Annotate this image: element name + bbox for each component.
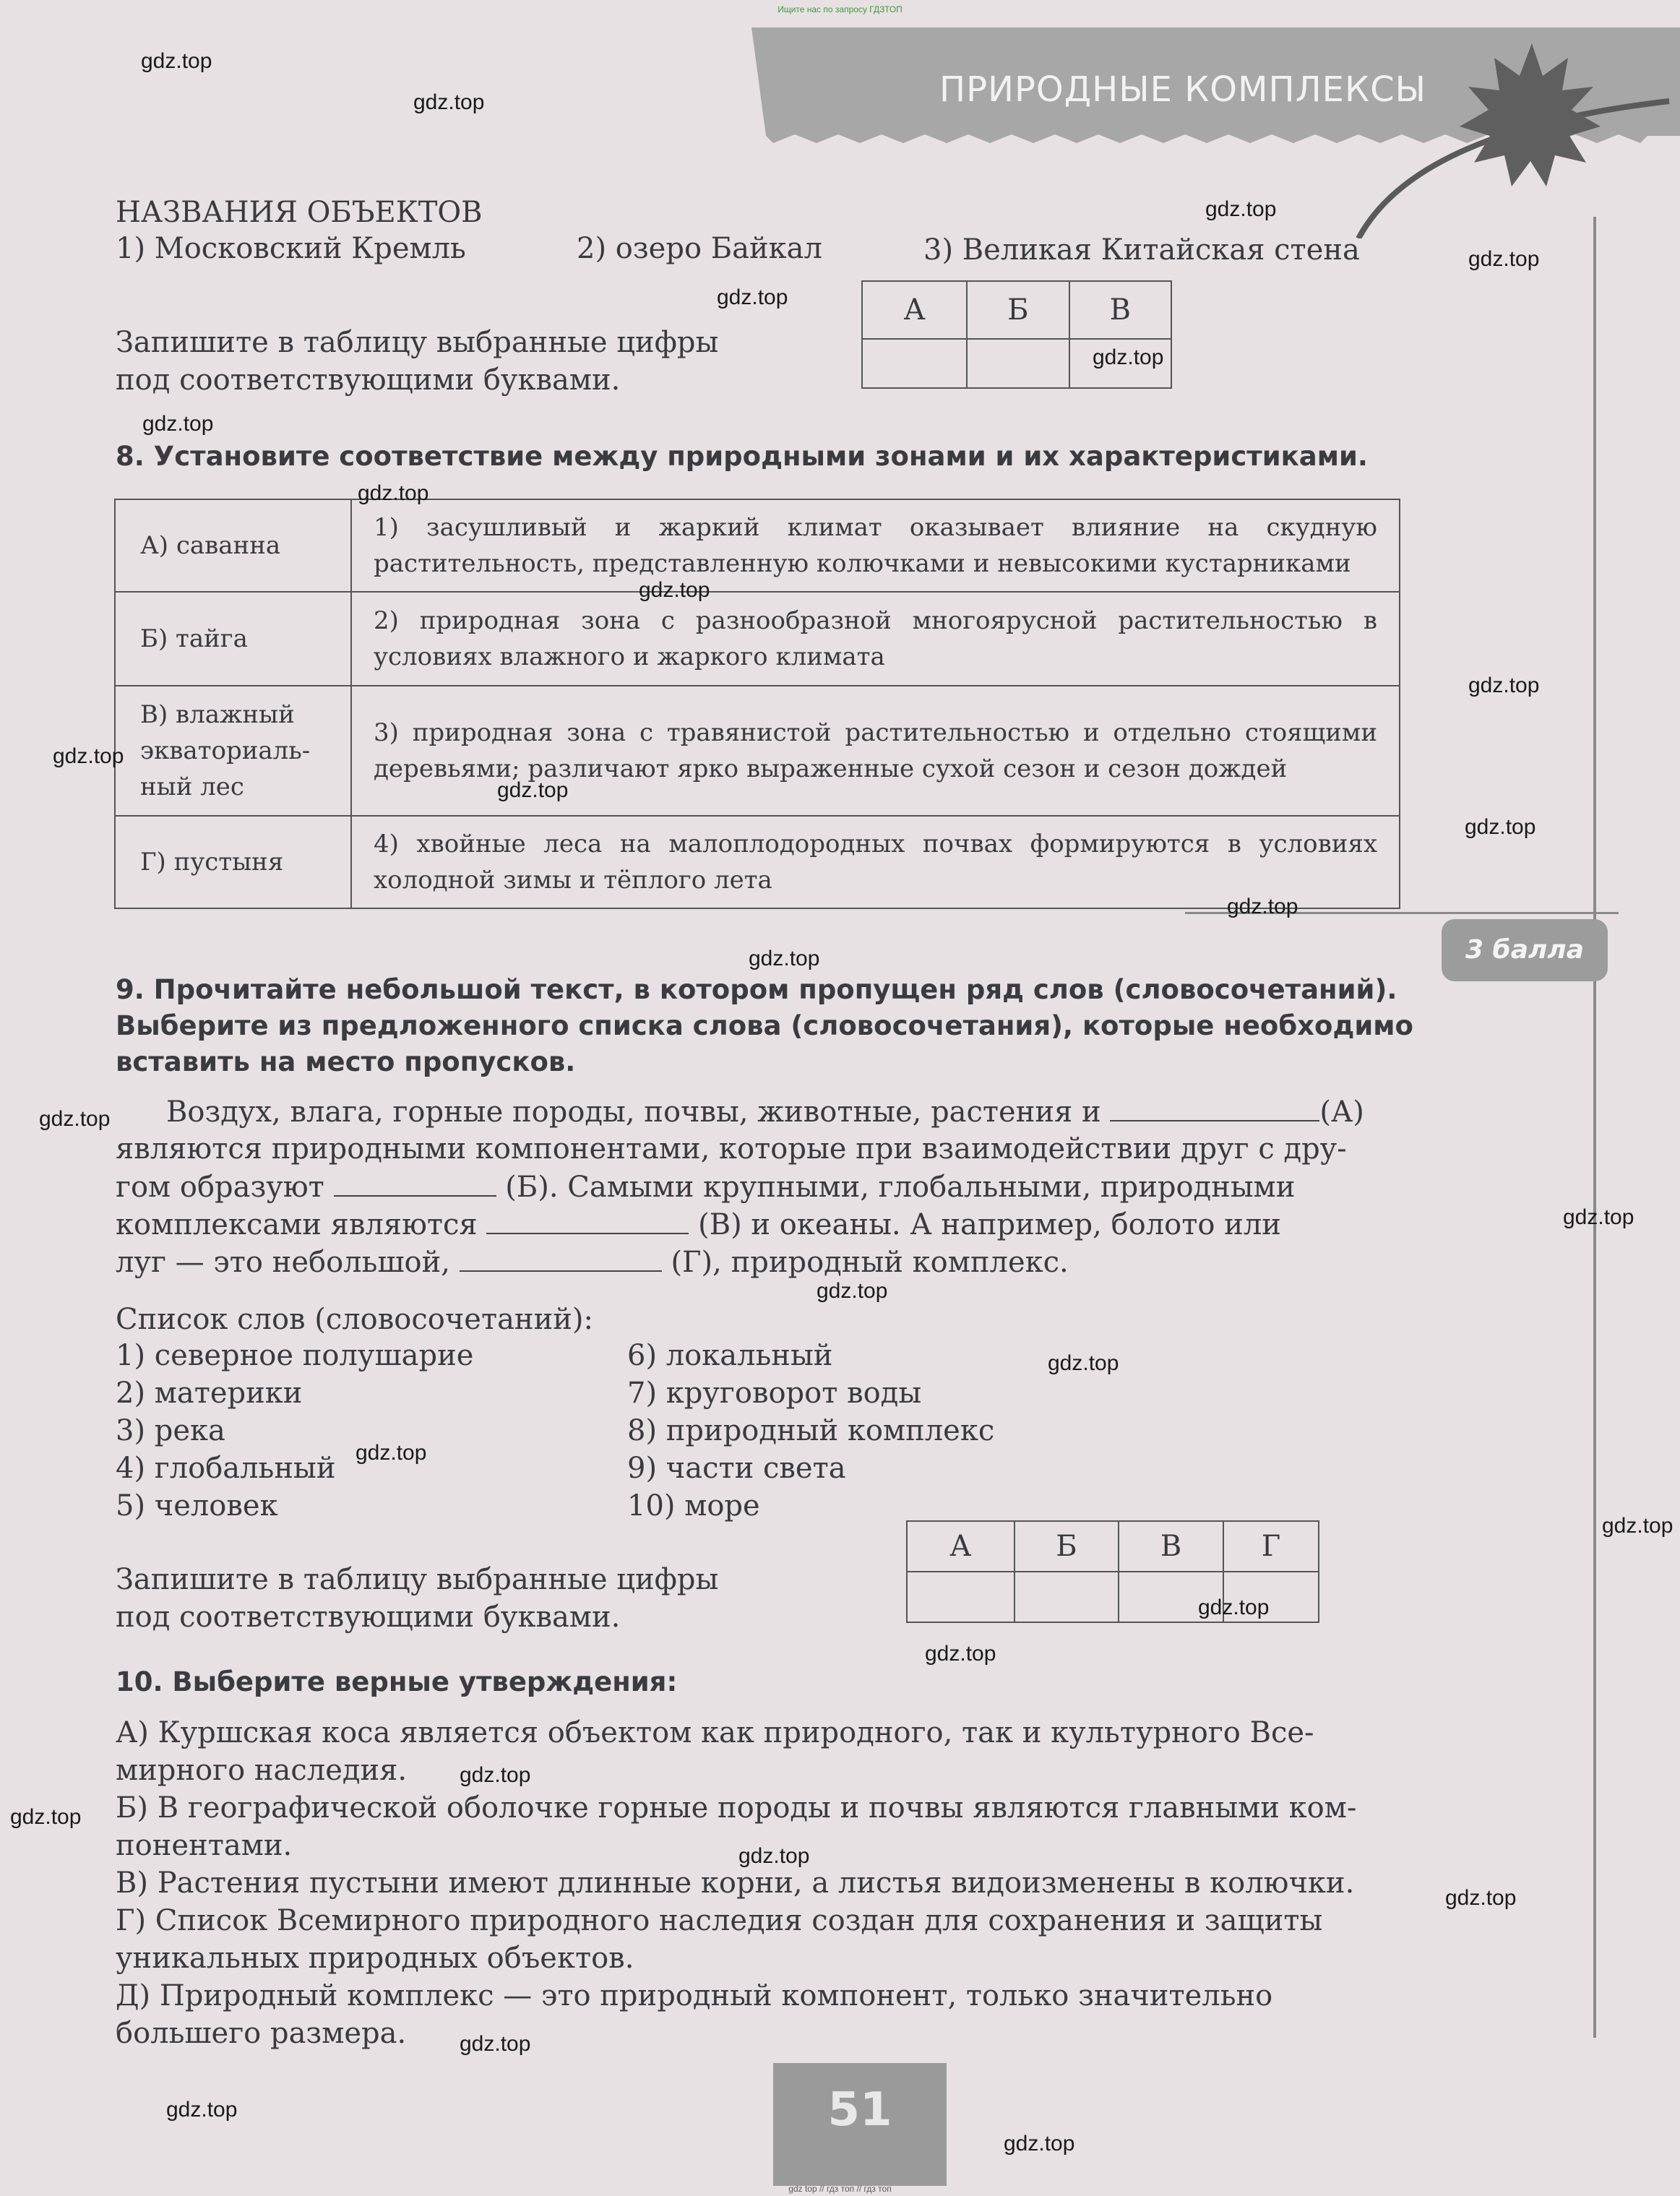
word-list-heading: Список слов (словосочетаний): xyxy=(116,1303,593,1336)
watermark: gdz.top xyxy=(1004,2132,1075,2156)
statement-line: уникальных природных объектов. xyxy=(116,1942,634,1975)
answer-header: Б xyxy=(1015,1521,1119,1572)
q9-text-line-1 xyxy=(166,1093,1364,1131)
section-title: ПРИРОДНЫЕ КОМПЛЕКСЫ xyxy=(939,69,1426,110)
text-fragment: луг — это небольшой, xyxy=(116,1246,450,1279)
answer-header: А xyxy=(862,281,967,339)
watermark: gdz.top xyxy=(166,2098,238,2122)
text-fragment: Воздух, влага, горные породы, почвы, животные, растения и xyxy=(166,1095,1101,1129)
statement-line: В) Растения пустыни имеют длинные корни, а листья видоизменены в колючки. xyxy=(116,1866,1355,1900)
watermark: gdz.top xyxy=(10,1805,82,1829)
answer-header: В xyxy=(1069,281,1171,339)
q9-instruction-2: под соответствующими буквами. xyxy=(116,1601,621,1634)
q9-text-line-3 xyxy=(116,1168,1295,1206)
watermark: gdz.top xyxy=(356,1441,427,1465)
bottom-note: gdz top // гдз топ // гдз топ xyxy=(788,2184,892,2194)
statement-line: Б) В географической оболочке горные породы и почвы являются главными ком- xyxy=(116,1791,1357,1825)
statement-line: мирного наследия. xyxy=(116,1754,408,1787)
q9-text-line-5 xyxy=(116,1243,1069,1281)
word-item: 10) море xyxy=(627,1489,760,1523)
watermark: gdz.top xyxy=(39,1107,111,1131)
word-item: 2) материки xyxy=(116,1377,303,1410)
object-2: 2) озеро Байкал xyxy=(577,232,822,265)
watermark: gdz.top xyxy=(1465,815,1536,839)
text-fragment: (В) и океаны. А например, болото или xyxy=(698,1208,1281,1241)
word-item: 7) круговорот воды xyxy=(627,1377,922,1410)
q9-text-line-4 xyxy=(116,1205,1281,1244)
statement-line: А) Куршская коса является объектом как природного, так и культурного Все- xyxy=(116,1716,1314,1749)
watermark: gdz.top xyxy=(1563,1205,1634,1229)
answer-cell[interactable] xyxy=(907,1572,1015,1622)
object-1: 1) Московский Кремль xyxy=(116,232,466,265)
description-cell: 2) природная зона с разнообразной многоярусной растительностью в условиях влажного и жаркого климата xyxy=(351,592,1400,686)
answer-cell[interactable] xyxy=(862,339,967,388)
word-item: 4) глобальный xyxy=(116,1452,336,1485)
statement-line: большего размера. xyxy=(116,2017,407,2050)
object-3: 3) Великая Китайская стена xyxy=(923,233,1360,267)
margin-line xyxy=(1593,217,1596,2038)
watermark: gdz.top xyxy=(497,778,569,802)
watermark: gdz.top xyxy=(817,1279,888,1303)
page-number: 51 xyxy=(773,2063,947,2186)
answer-cell[interactable] xyxy=(1015,1572,1119,1622)
description-cell: 4) хвойные леса на малоплодородных почвах формируются в условиях холодной зимы и тёплого лета xyxy=(351,816,1400,908)
word-item: 1) северное полушарие xyxy=(116,1339,474,1372)
text-fragment: (А) xyxy=(1319,1095,1364,1129)
q9-title-line-2: Выберите из предложенного списка слова (словосочетания), которые необходимо xyxy=(116,1010,1413,1041)
text-fragment: гом образуют xyxy=(116,1171,324,1204)
watermark: gdz.top xyxy=(1468,673,1540,697)
watermark: gdz.top xyxy=(1227,895,1298,918)
watermark: gdz.top xyxy=(1602,1514,1673,1538)
statement-line: понентами. xyxy=(116,1829,293,1862)
watermark: gdz.top xyxy=(639,578,710,602)
zone-cell: А) саванна xyxy=(115,499,351,592)
watermark: gdz.top xyxy=(1205,197,1277,221)
zone-cell: Б) тайга xyxy=(115,592,351,686)
watermark: gdz.top xyxy=(141,49,212,73)
blank-d[interactable] xyxy=(460,1243,662,1272)
zone-cell: В) влажный экваториаль-ный лес xyxy=(115,686,351,816)
statement-line: Д) Природный комплекс — это природный компонент, только значительно xyxy=(116,1979,1273,2012)
q8-match-table xyxy=(114,499,1400,909)
answer-header: Б xyxy=(967,281,1069,339)
watermark: gdz.top xyxy=(749,947,820,970)
watermark: gdz.top xyxy=(1093,345,1164,369)
watermark: gdz.top xyxy=(460,1763,531,1787)
q9-title-line-1: 9. Прочитайте небольшой текст, в котором пропущен ряд слов (словосочетаний). xyxy=(116,974,1397,1005)
watermark: gdz.top xyxy=(142,412,214,436)
objects-answer-table xyxy=(861,280,1172,389)
word-item: 6) локальный xyxy=(627,1339,833,1372)
answer-cell[interactable] xyxy=(967,339,1069,388)
watermark: gdz.top xyxy=(358,481,429,505)
watermark: gdz.top xyxy=(53,744,124,768)
q8-title: 8. Установите соответствие между природными зонами и их характеристиками. xyxy=(116,441,1368,472)
text-fragment: комплексами являются xyxy=(116,1208,478,1241)
answer-header: А xyxy=(907,1521,1015,1572)
statement-line: Г) Список Всемирного природного наследия создан для сохранения и защиты xyxy=(116,1904,1323,1937)
watermark: gdz.top xyxy=(460,2032,531,2056)
blank-b[interactable] xyxy=(334,1168,496,1197)
watermark: gdz.top xyxy=(1198,1596,1270,1619)
score-badge: 3 балла xyxy=(1442,919,1608,981)
watermark: gdz.top xyxy=(717,285,788,309)
q9-text-line-2: являются природными компонентами, которые при взаимодействии друг с дру- xyxy=(116,1132,1347,1166)
objects-heading: НАЗВАНИЯ ОБЪЕКТОВ xyxy=(116,196,483,229)
star-emblem-icon xyxy=(1330,22,1676,238)
description-cell: 1) засушливый и жаркий климат оказывает влияние на скудную растительность, представленную колючками и невысокими кустарниками xyxy=(351,499,1400,592)
objects-instruction-1: Запишите в таблицу выбранные цифры xyxy=(116,326,719,359)
q9-instruction-1: Запишите в таблицу выбранные цифры xyxy=(116,1563,719,1596)
watermark: gdz.top xyxy=(1445,1886,1517,1910)
watermark: gdz.top xyxy=(925,1642,996,1666)
top-note: Ищите нас по запросу ГДЗТОП xyxy=(777,4,903,14)
text-fragment: (Г), природный комплекс. xyxy=(671,1246,1069,1279)
word-item: 3) река xyxy=(116,1414,225,1447)
q10-title: 10. Выберите верные утверждения: xyxy=(116,1666,678,1697)
answer-header: В xyxy=(1119,1521,1223,1572)
q9-title-line-3: вставить на место пропусков. xyxy=(116,1046,576,1077)
objects-instruction-2: под соответствующими буквами. xyxy=(116,363,621,397)
watermark: gdz.top xyxy=(413,90,485,114)
blank-c[interactable] xyxy=(486,1205,689,1234)
answer-header: Г xyxy=(1223,1521,1319,1572)
zone-cell: Г) пустыня xyxy=(115,816,351,908)
watermark: gdz.top xyxy=(1468,247,1540,271)
watermark: gdz.top xyxy=(738,1844,810,1868)
text-fragment: (Б). Самыми крупными, глобальными, природными xyxy=(505,1171,1296,1204)
blank-a[interactable] xyxy=(1110,1093,1319,1121)
description-cell: 3) природная зона с травянистой растительностью и отдельно стоящими деревьями; различают ярко выраженные сухой сезон и сезон дождей xyxy=(351,686,1400,816)
word-item: 8) природный комплекс xyxy=(627,1414,995,1447)
word-item: 5) человек xyxy=(116,1489,278,1523)
word-item: 9) части света xyxy=(627,1452,846,1485)
watermark: gdz.top xyxy=(1048,1351,1119,1375)
